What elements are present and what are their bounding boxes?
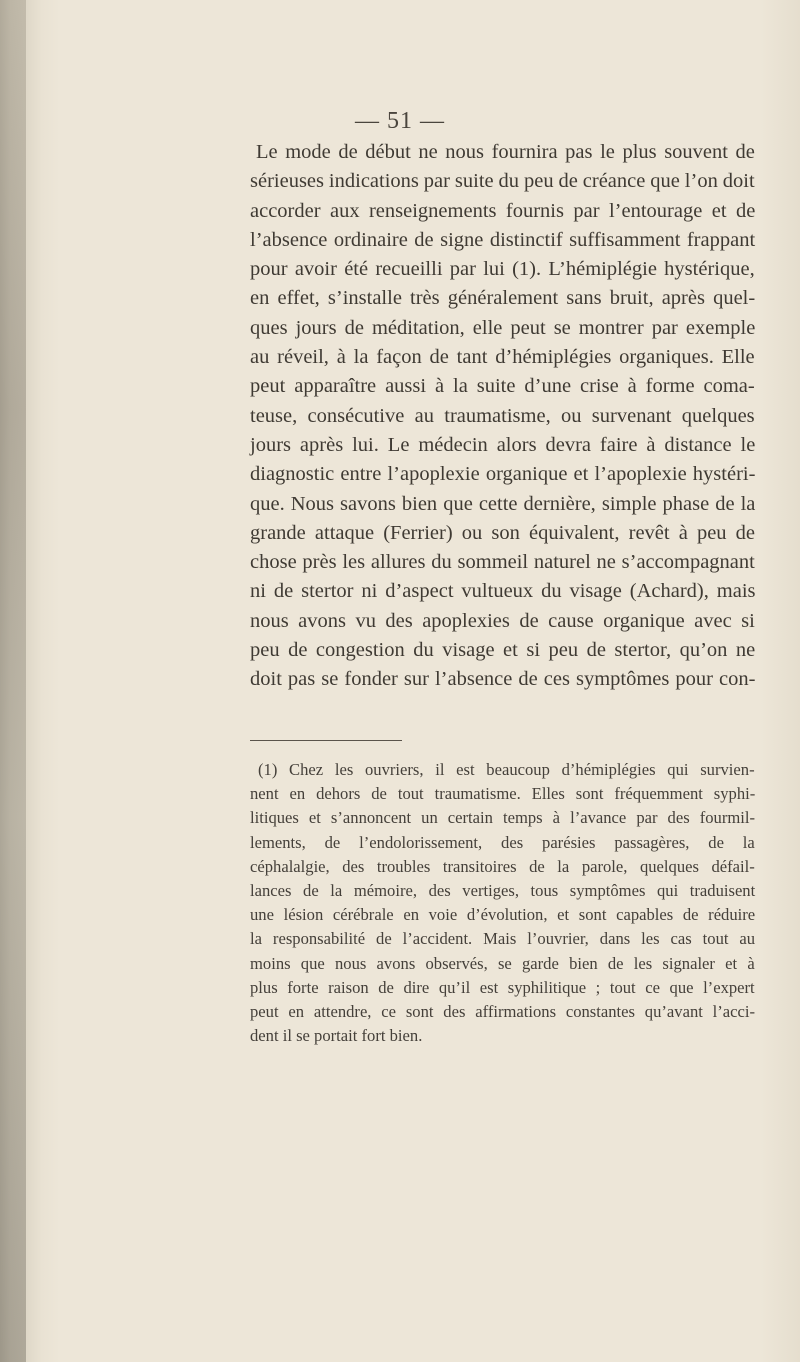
body-line: jours après lui. Le médecin alors devra faire à distance le xyxy=(250,433,756,456)
footnote-line: litiques et s’annoncent un certain temps à l’avance par des fourmil- xyxy=(250,808,756,828)
body-line: ques jours de méditation, elle peut se montrer par exemple xyxy=(250,316,756,339)
body-line: pour avoir été recueilli par lui (1). L’hémiplégie hystérique, xyxy=(250,258,755,281)
body-line: que. Nous savons bien que cette dernière, simple phase de la xyxy=(250,492,756,515)
body-line: peut apparaître aussi à la suite d’une crise à forme coma- xyxy=(250,375,755,398)
body-line: ni de stertor ni d’aspect vultueux du visage (Achard), mais xyxy=(250,580,756,603)
footnote-line: une lésion cérébrale en voie d’évolution, et sont capables de réduire xyxy=(250,905,756,925)
body-line: doit pas se fonder sur l’absence de ces symptômes pour con- xyxy=(250,668,756,691)
footnote-line: lements, de l’endolorissement, des parésies passagères, de la xyxy=(250,832,755,852)
page-number: — 51 — xyxy=(355,108,445,134)
footnote-line: plus forte raison de dire qu’il est syphilitique ; tout ce que l’expert xyxy=(250,977,755,997)
footnote-line: la responsabilité de l’accident. Mais l’ouvrier, dans les cas tout au xyxy=(250,929,756,949)
body-line: chose près les allures du sommeil naturel ne s’accompagnant xyxy=(250,551,755,574)
footnote-line: peut en attendre, ce sont des affirmations constantes qu’avant l’acci- xyxy=(250,1002,756,1022)
binding-gutter-shadow xyxy=(0,0,26,1362)
footnote-line: dent il se portait fort bien. xyxy=(250,1026,423,1046)
footnote-separator xyxy=(250,740,402,741)
footnote-line: lances de la mémoire, des vertiges, tous symptômes qui traduisent xyxy=(250,881,756,901)
body-line: grande attaque (Ferrier) ou son équivalent, revêt à peu de xyxy=(250,521,756,544)
body-line: l’absence ordinaire de signe distinctif suffisamment frappant xyxy=(250,228,756,251)
body-line: Le mode de début ne nous fournira pas le plus souvent de xyxy=(256,141,755,163)
body-line: au réveil, à la façon de tant d’hémiplégies organiques. Elle xyxy=(250,346,755,369)
footnote xyxy=(250,758,755,1048)
body-line: peu de congestion du visage et si peu de stertor, qu’on ne xyxy=(250,639,756,662)
body-line: teuse, consécutive au traumatisme, ou survenant quelques xyxy=(250,404,755,427)
footnote-line: nent en dehors de tout traumatisme. Elles sont fréquemment syphi- xyxy=(250,784,756,804)
footnote-line: (1) Chez les ouvriers, il est beaucoup d’hémiplégies qui survien- xyxy=(258,760,755,779)
footnote-line: céphalalgie, des troubles transitoires de la parole, quelques défail- xyxy=(250,856,755,876)
body-line: en effet, s’installe très généralement sans bruit, après quel- xyxy=(250,287,756,310)
body-line: accorder aux renseignements fournis par l’entourage et de xyxy=(250,199,756,222)
footnote-line: moins que nous avons observés, se garde bien de les signaler et à xyxy=(250,953,755,973)
body-line: diagnostic entre l’apoplexie organique et l’apoplexie hystéri- xyxy=(250,463,756,486)
body-line: nous avons vu des apoplexies de cause organique avec si xyxy=(250,609,755,632)
body-paragraph xyxy=(250,138,755,695)
body-line: sérieuses indications par suite du peu de créance que l’on doit xyxy=(250,170,755,193)
